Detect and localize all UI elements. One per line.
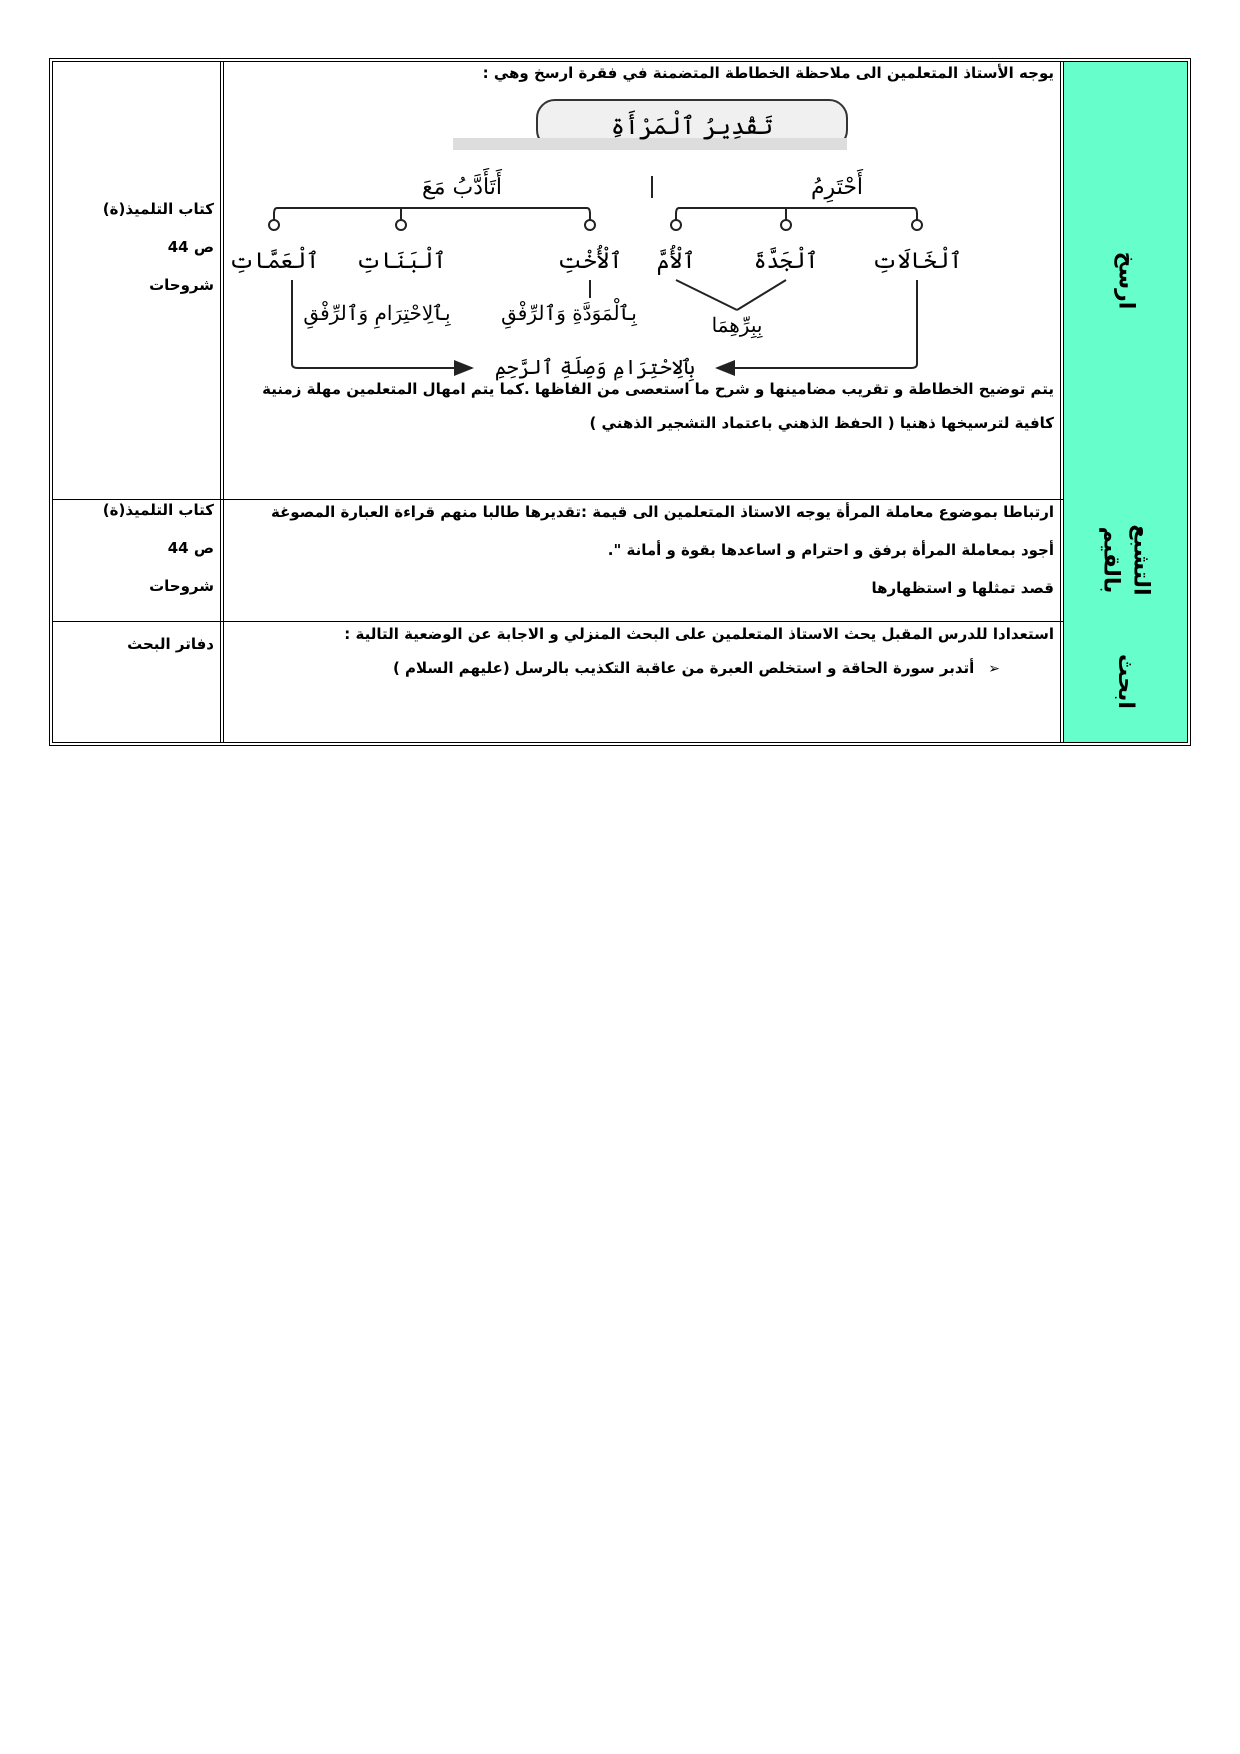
research-line-1: استعدادا للدرس المقبل يحث الاستاذ المتعلمين على البحث المنزلي و الاجابة عن الوضعية التالية :	[344, 625, 1054, 643]
node-dot	[396, 220, 406, 230]
lesson-table	[49, 58, 1191, 746]
row-research	[53, 621, 1187, 742]
node-dot	[781, 220, 791, 230]
stage-cell	[1064, 621, 1187, 742]
label-maternal-aunts: ٱلْخَالَاتِ	[871, 249, 963, 274]
arrow-bullet-icon: ➢	[988, 661, 1000, 677]
diagram-title: تَقْدِيرُ ٱلْمَرْأَةِ	[610, 112, 774, 140]
label-courtesy: أَتَأَدَّبُ مَعَ	[422, 175, 502, 200]
resources-cell	[53, 621, 224, 742]
node-dot	[269, 220, 279, 230]
stage-values-word-1: التشبع	[1128, 524, 1154, 596]
node-dot	[585, 220, 595, 230]
resource-book: كتاب التلميذ(ة)	[102, 501, 214, 519]
resource-page: ص 44	[167, 238, 214, 256]
stage-cell	[1064, 499, 1187, 621]
activity-cell	[224, 499, 1064, 621]
resources-list	[127, 625, 214, 663]
resource-page: ص 44	[167, 539, 214, 557]
stage-values-word-2: بالقيم	[1098, 526, 1124, 594]
resource-notes: شروحات	[149, 276, 214, 294]
label-respect: أَحْتَرِمُ	[810, 175, 864, 200]
row-values	[53, 499, 1187, 622]
resources-list	[103, 190, 214, 304]
label-by-affection: بِٱلْمَوَدَّةِ وَٱلرِّفْقِ	[501, 301, 637, 325]
stage-label-values	[1096, 524, 1156, 595]
research-bullet-item	[393, 659, 1000, 677]
values-line-3: قصد تمثلها و استظهارها	[871, 579, 1054, 597]
label-by-kindness: بِبِرِّهِمَا	[711, 313, 763, 337]
label-mother: ٱلْأُمَّ	[656, 249, 696, 274]
label-by-kinship: بِٱلِاحْتِرَامِ وَصِلَةِ ٱلرَّحِمِ	[494, 355, 696, 379]
row-consolidate	[53, 62, 1187, 500]
label-daughters: ٱلْبَنَاتِ	[355, 249, 447, 274]
resources-list	[103, 491, 214, 605]
values-line-2: أجود بمعاملة المرأة برفق و احترام و اساعدها بقوة و أمانة ".	[607, 541, 1054, 559]
resource-notes: شروحات	[149, 577, 214, 595]
label-sister: ٱلْأُخْتِ	[557, 249, 623, 274]
mind-map-diagram	[228, 98, 1053, 416]
activity-cell	[224, 621, 1064, 742]
activity-cell	[224, 62, 1064, 499]
values-line-1: ارتباطا بموضوع معاملة المرأة يوجه الاستاذ المتعلمين الى قيمة :تقديرها طالبا منهم قراءة العبارة المصوغة	[270, 503, 1054, 521]
explanation-line-2: كافية لترسيخها ذهنيا ( الحفظ الذهني باعتماد التشجير الذهني )	[589, 414, 1054, 432]
label-by-respect-gentle: بِٱلِاحْتِرَامِ وَٱلرِّفْقِ	[303, 301, 451, 325]
resource-book: كتاب التلميذ(ة)	[102, 200, 214, 218]
node-dot	[671, 220, 681, 230]
label-paternal-aunts: ٱلْعَمَّاتِ	[228, 249, 320, 274]
research-bullet-text: أتدبر سورة الحاقة و استخلص العبرة من عاقبة التكذيب بالرسل (عليهم السلام )	[392, 659, 975, 677]
explanation-line-1: يتم توضيح الخطاطة و تقريب مضامينها و شرح ما استعصى من الفاظها .كما يتم امهال المتعلمين مهلة زمنية	[262, 380, 1054, 398]
resource-notebooks: دفاتر البحث	[127, 635, 214, 653]
stage-label-consolidate: ارسخ	[1112, 251, 1138, 310]
label-grandmother: ٱلْجَدَّةَ	[753, 249, 819, 274]
node-dot	[912, 220, 922, 230]
stage-label-research: ابحث	[1112, 654, 1138, 709]
resources-cell	[53, 62, 224, 499]
intro-text: يوجه الأستاذ المتعلمين الى ملاحظة الخطاطة المتضمنة في فقرة ارسخ وهي :	[482, 64, 1054, 82]
stage-cell	[1064, 62, 1187, 499]
resources-cell	[53, 499, 224, 621]
